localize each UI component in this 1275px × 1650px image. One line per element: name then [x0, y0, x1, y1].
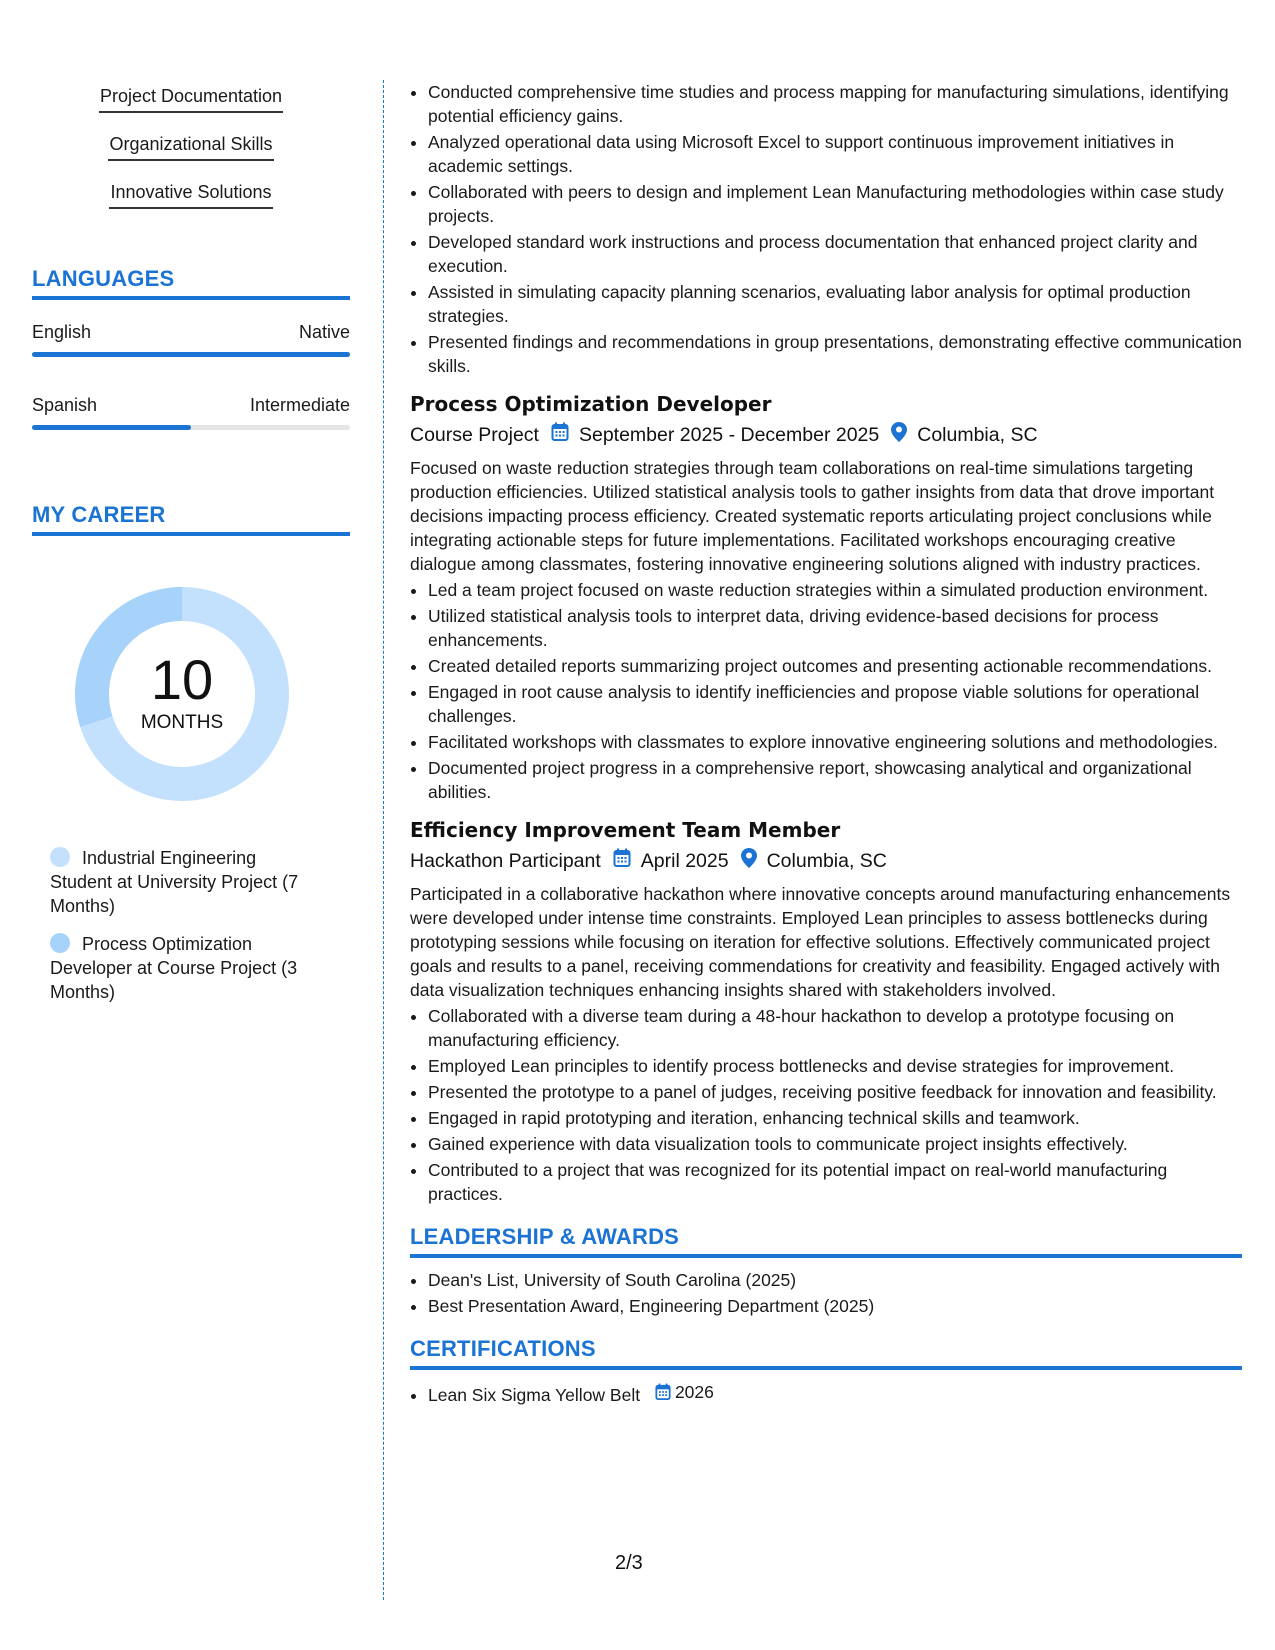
job-summary: Participated in a collaborative hackathon where innovative concepts around manufacturing enhancements were developed under intense time constraints. Employed Lean principles to assess bottlenecks during prototyping sessions while focusing on iteration for effective solutions. Effectively communicated project goals and results to a panel, receiving commendations for creativity and feasibility. Engaged actively with data visualization techniques enhancing insights shared with stakeholders involved.	[410, 884, 1231, 1000]
award-item: • Dean's List, University of South Carolina (2025)	[428, 1268, 1242, 1292]
skills-list	[32, 80, 350, 224]
bullet-item: • Presented the prototype to a panel of judges, receiving positive feedback for innovation and feasibility.	[428, 1080, 1242, 1104]
career-unit: MONTHS	[140, 712, 224, 733]
column-divider	[383, 80, 384, 1600]
bullet-item: • Contributed to a project that was recognized for its potential impact on real-world manufacturing practices.	[428, 1158, 1242, 1206]
proficiency-fill	[32, 425, 191, 430]
job-location: Columbia, SC	[766, 849, 887, 872]
certification-name: Lean Six Sigma Yellow Belt	[428, 1385, 641, 1405]
skill-item: Innovative Solutions	[109, 182, 272, 209]
certifications-heading: CERTIFICATIONS	[410, 1336, 1242, 1370]
language-level: Intermediate	[249, 395, 350, 415]
legend-dot	[50, 933, 70, 953]
legend-dot	[50, 847, 70, 867]
main-content	[410, 80, 1242, 1409]
awards-list	[410, 1268, 1242, 1318]
bullet-item: • Engaged in root cause analysis to identify inefficiencies and propose viable solutions for operational challenges.	[428, 680, 1242, 728]
bullet-item: • Collaborated with a diverse team during a 48-hour hackathon to develop a prototype focusing on manufacturing efficiency.	[428, 1004, 1242, 1052]
job-organization: Hackathon Participant	[410, 849, 601, 872]
certification-item	[428, 1380, 1242, 1407]
job-organization: Course Project	[410, 423, 539, 446]
bullet-item: • Conducted comprehensive time studies and process mapping for manufacturing simulations, identifying potential efficiency gains.	[428, 80, 1242, 128]
job-summary: Focused on waste reduction strategies through team collaborations on real-time simulations targeting production efficiencies. Utilized statistical analysis tools to gather insights from data that drove important decisions impacting process efficiency. Created systematic reports articulating project conclusions while integrating actionable steps for future implementations. Facilitated workshops encouraging creative dialogue among classmates, fostering innovative engineering solutions aligned with industry practices.	[410, 458, 1215, 574]
language-english	[32, 322, 350, 357]
award-item: • Best Presentation Award, Engineering Department (2025)	[428, 1294, 1242, 1318]
calendar-icon	[551, 422, 569, 448]
language-name: Spanish	[32, 395, 98, 415]
career-legend-item	[50, 846, 312, 918]
calendar-icon	[655, 1383, 671, 1401]
legend-label: Industrial Engineering Student at University Project (7 Months)	[50, 848, 299, 916]
bullet-item: • Facilitated workshops with classmates to explore innovative engineering solutions and methodologies.	[428, 730, 1242, 754]
skill-item: Project Documentation	[99, 86, 283, 113]
job-entry	[410, 392, 1242, 804]
bullet-item: • Employed Lean principles to identify process bottlenecks and devise strategies for improvement.	[428, 1054, 1242, 1078]
job-bullets	[410, 80, 1242, 378]
bullet-item: • Created detailed reports summarizing project outcomes and presenting actionable recommendations.	[428, 654, 1242, 678]
career-legend-item	[50, 932, 312, 1004]
legend-label: Process Optimization Developer at Course Project (3 Months)	[50, 934, 298, 1002]
career-donut-chart	[66, 578, 298, 810]
location-pin-icon	[891, 422, 907, 448]
bullet-item: • Led a team project focused on waste reduction strategies within a simulated production environment.	[428, 578, 1242, 602]
skill-item: Organizational Skills	[108, 134, 273, 161]
career-heading: MY CAREER	[32, 502, 350, 536]
certification-date-text: 2026	[674, 1382, 714, 1402]
job-location: Columbia, SC	[917, 423, 1038, 446]
language-proficiency-bar	[32, 425, 350, 430]
bullet-item: • Developed standard work instructions and process documentation that enhanced project clarity and execution.	[428, 230, 1242, 278]
page-number: 2/3	[615, 1552, 643, 1574]
job-dates: April 2025	[640, 849, 729, 872]
job-entry	[410, 818, 1242, 1206]
certifications-list	[410, 1380, 1242, 1407]
career-legend	[50, 846, 312, 1004]
job-meta	[410, 422, 1242, 448]
job-bullets	[410, 578, 1242, 804]
sidebar	[32, 80, 350, 1018]
bullet-item: • Utilized statistical analysis tools to interpret data, driving evidence-based decisions for process enhancements.	[428, 604, 1242, 652]
languages-heading: LANGUAGES	[32, 266, 350, 300]
language-spanish	[32, 395, 350, 430]
location-pin-icon	[741, 848, 757, 874]
bullet-item: • Engaged in rapid prototyping and iteration, enhancing technical skills and teamwork.	[428, 1106, 1242, 1130]
job-title: Process Optimization Developer	[410, 392, 772, 416]
awards-heading: LEADERSHIP & AWARDS	[410, 1224, 1242, 1258]
bullet-item: • Analyzed operational data using Microsoft Excel to support continuous improvement initiatives in academic settings.	[428, 130, 1242, 178]
certification-date	[655, 1380, 714, 1404]
bullet-item: • Gained experience with data visualization tools to communicate project insights effectively.	[428, 1132, 1242, 1156]
bullet-item: • Documented project progress in a comprehensive report, showcasing analytical and organizational abilities.	[428, 756, 1242, 804]
bullet-item: • Assisted in simulating capacity planning scenarios, evaluating labor analysis for optimal production strategies.	[428, 280, 1242, 328]
career-total: 10	[150, 648, 214, 711]
bullet-item: • Presented findings and recommendations in group presentations, demonstrating effective communication skills.	[428, 330, 1242, 378]
language-name: English	[32, 322, 92, 342]
job-bullets	[410, 1004, 1242, 1206]
calendar-icon	[613, 848, 631, 874]
job-dates: September 2025 - December 2025	[578, 423, 880, 446]
language-level: Native	[298, 322, 350, 342]
job-title: Efficiency Improvement Team Member	[410, 818, 841, 842]
language-proficiency-bar	[32, 352, 350, 357]
bullet-item: • Collaborated with peers to design and implement Lean Manufacturing methodologies within case study projects.	[428, 180, 1242, 228]
proficiency-fill	[32, 352, 350, 357]
job-meta	[410, 848, 1242, 874]
